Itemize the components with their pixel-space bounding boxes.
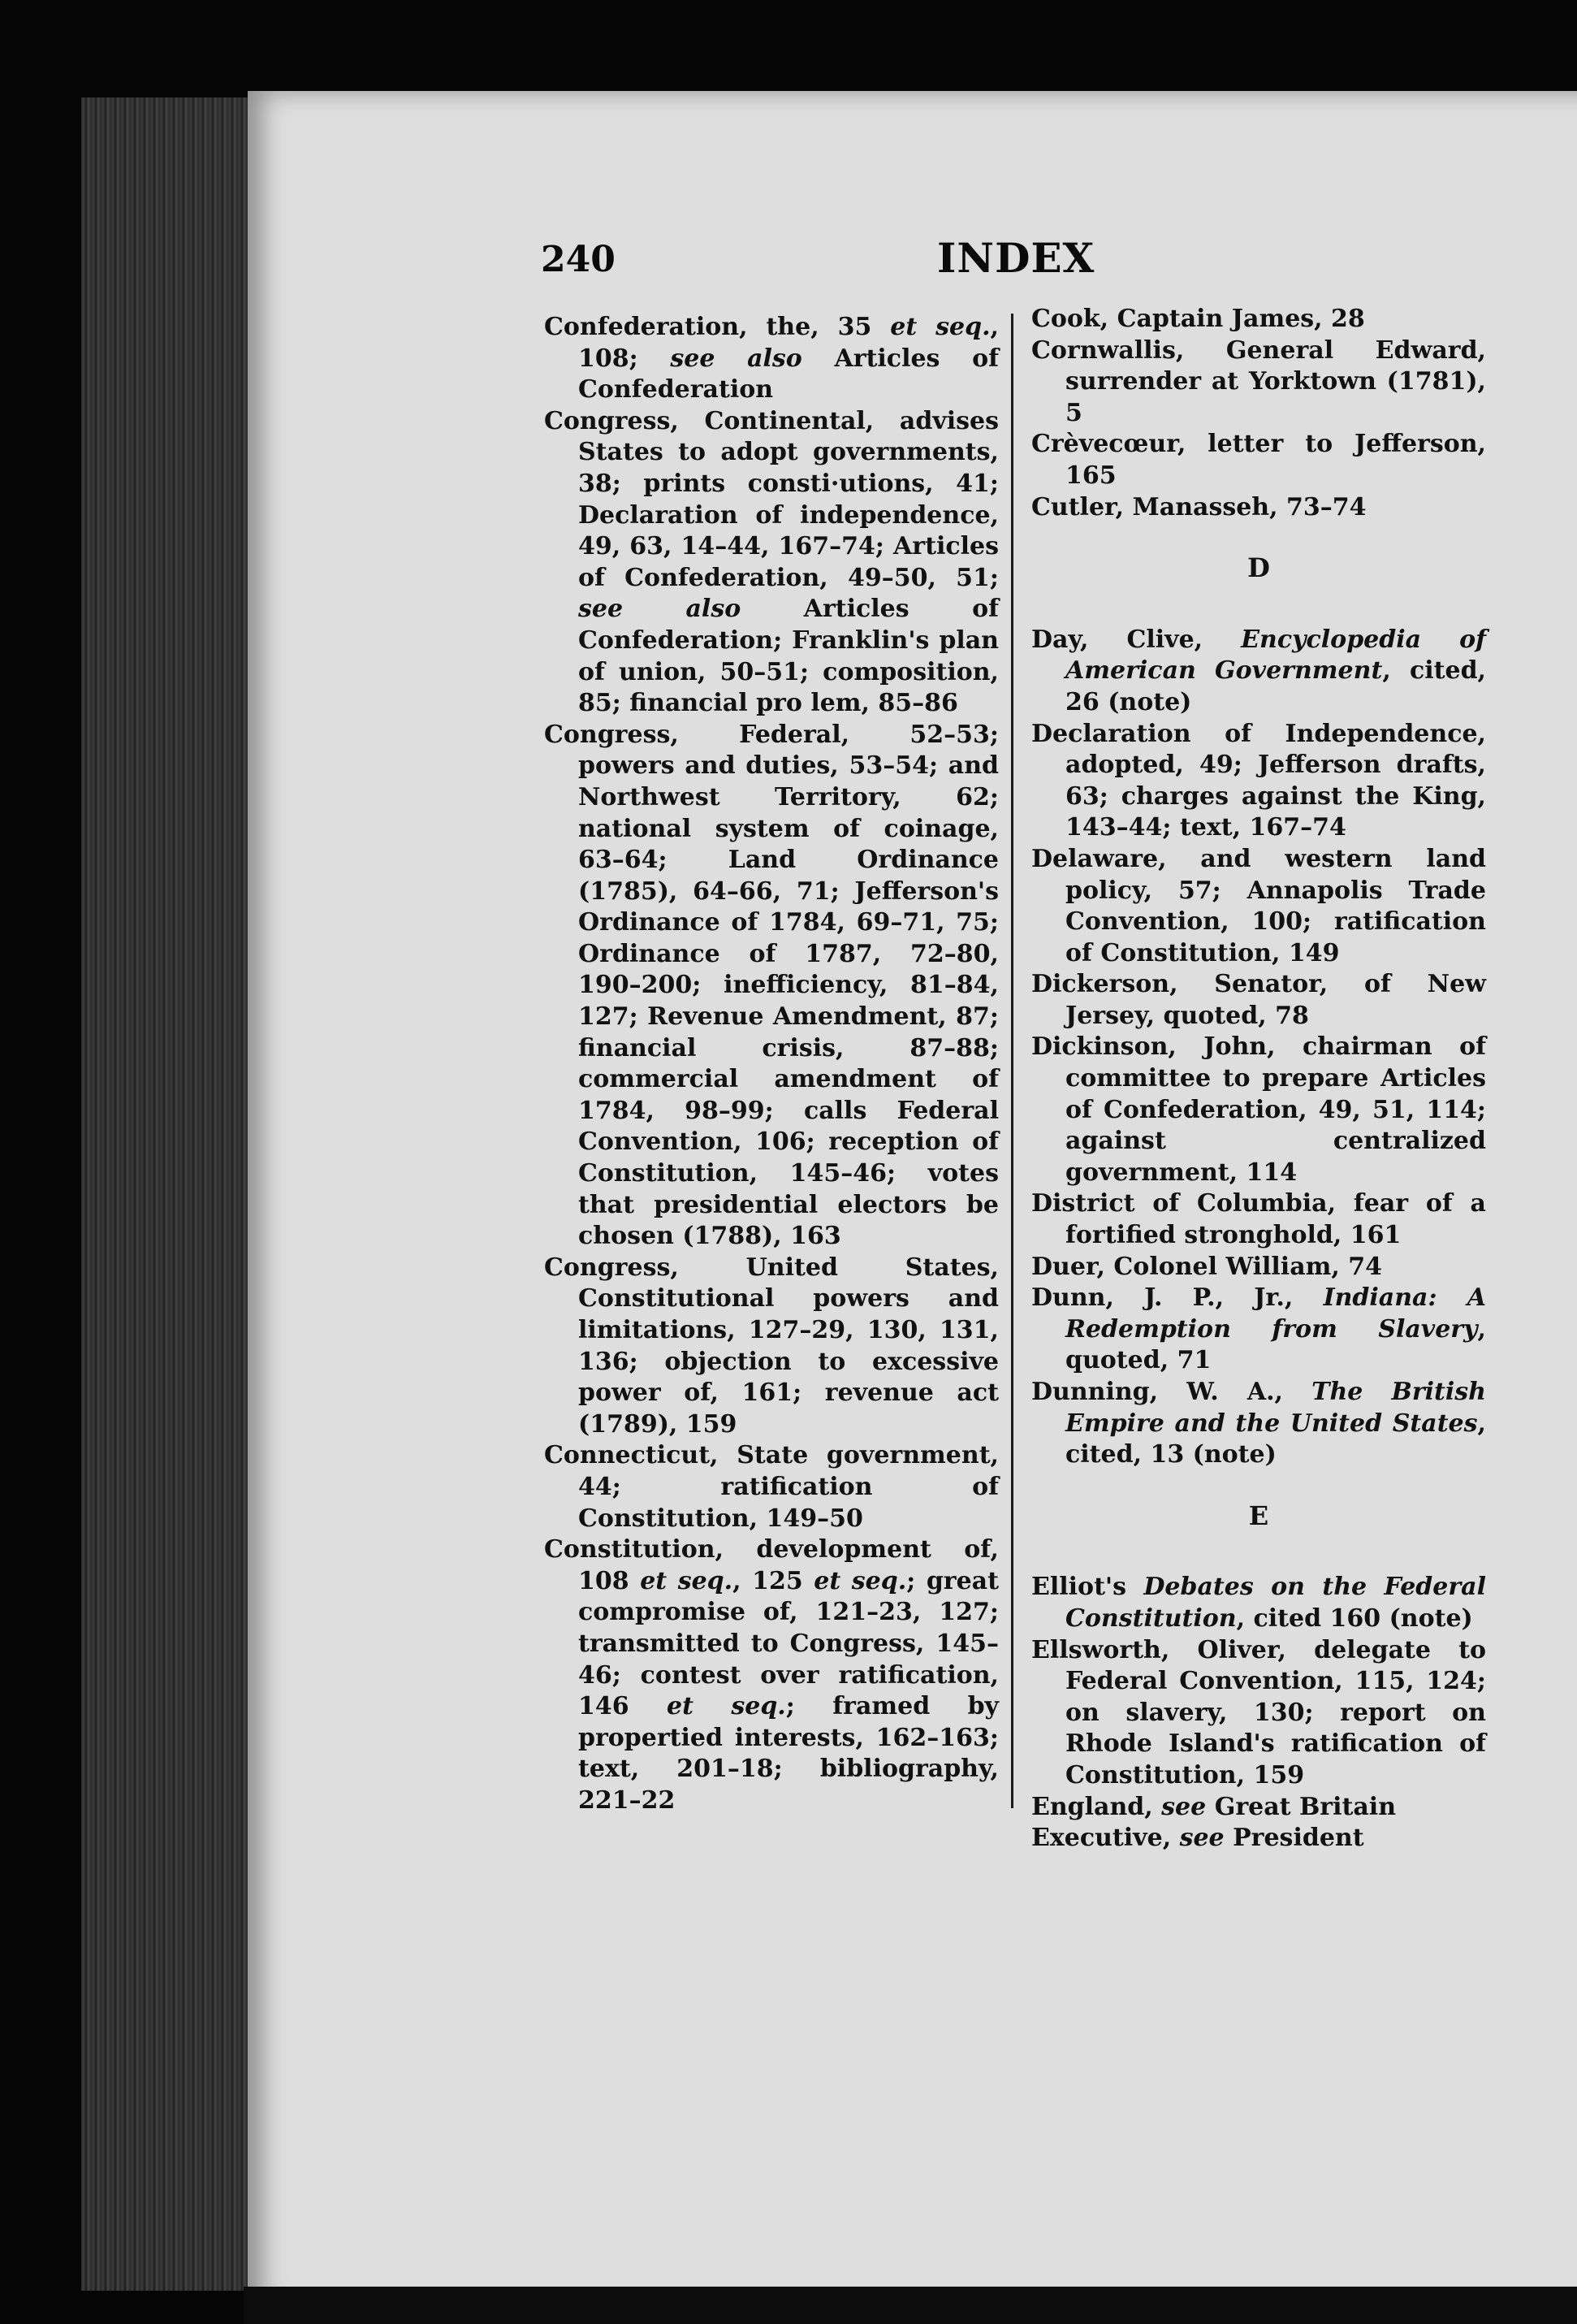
index-entry-congress-federal: Congress, Federal, 52–53; powers and duties, 53–54; and Northwest Territory, 62; national system of coinage, 63–64; Land Ordinance (1785), 64–66, 71; Jefferson's Ordinance of 1784, 69–71, 75; Ordinance of 1787, 72–80, 190–200; inefficiency, 81–84, 127; Revenue Amendment, 87; financial crisis, 87–88; commercial amendment of 1784, 98–99; calls Federal Convention, 106; reception of Constitution, 145–46; votes that presidential electors be chosen (1788), 163 — [544, 720, 999, 1251]
index-entry-congress-continental: Congress, Continental, advises States to adopt governments, 38; prints consti·utions, 41; Declaration of independence, 49, 63, 14–44, 167–74; Articles of Confederation, 49–50, 51; see also Articles of Confederation; Franklin's plan of union, 50–51; composition, 85; financial pro lem, 85–86 — [544, 406, 999, 718]
index-entry-confederation: Confederation, the, 35 et seq., 108; see also Articles of Confederation — [544, 313, 1000, 405]
index-entry-elliot: Elliot's Debates on the Federal Constitution, cited 160 (note) — [1031, 1573, 1486, 1633]
page-title: INDEX — [937, 234, 1095, 282]
scan-bottom-edge — [244, 2287, 1577, 2324]
index-entry-dickerson: Dickerson, Senator, of New Jersey, quoted, 78 — [1031, 970, 1486, 1030]
index-entry-delaware: Delaware, and western land policy, 57; Annapolis Trade Convention, 100; ratification of Constitution, 149 — [1031, 844, 1486, 967]
index-column-left — [544, 312, 999, 1817]
index-entry-day: Day, Clive, Encyclopedia of American Government, cited, 26 (note) — [1031, 625, 1486, 716]
page-number: 240 — [541, 239, 616, 280]
index-entry-connecticut: Connecticut, State government, 44; ratification of Constitution, 149–50 — [544, 1441, 999, 1533]
index-entry-ellsworth: Ellsworth, Oliver, delegate to Federal Convention, 115, 124; on slavery, 130; report on Rhode Island's ratification of Constitution, 159 — [1031, 1635, 1486, 1790]
book-spine — [81, 97, 268, 2291]
index-entry-declaration: Declaration of Independence, adopted, 49; Jefferson drafts, 63; charges against the King, 143–44; text, 167–74 — [1031, 719, 1486, 842]
section-d — [1031, 625, 1486, 1471]
index-entry-district-of-columbia: District of Columbia, fear of a fortified stronghold, 161 — [1031, 1189, 1486, 1250]
index-entry-congress-united-states: Congress, United States, Constitutional powers and limitations, 127–29, 130, 131, 136; objection to excessive power of, 161; revenue act (1789), 159 — [544, 1253, 999, 1439]
index-entry-dunning: Dunning, W. A., The British Empire and the United States, cited, 13 (note) — [1031, 1378, 1486, 1469]
index-entry-cook: Cook, Captain James, 28 — [1031, 305, 1365, 333]
index-entry-crevecoeur: Crèvecœur, letter to Jefferson, 165 — [1031, 430, 1486, 490]
index-entry-duer: Duer, Colonel William, 74 — [1031, 1252, 1383, 1281]
index-entry-cornwallis: Cornwallis, General Edward, surrender at Yorktown (1781), 5 — [1031, 335, 1486, 427]
index-entry-dickinson: Dickinson, John, chairman of committee to prepare Articles of Confederation, 49, 51, 114; against centralized government, 114 — [1031, 1032, 1486, 1187]
index-entry-england: England, see Great Britain — [1031, 1792, 1397, 1821]
section-letter-d: D — [1247, 552, 1270, 584]
index-entry-constitution: Constitution, development of, 108 et seq., 125 et seq.; great compromise of, 121–23, 127; transmitted to Congress, 145–46; contest over ratification, 146 et seq.; framed by propertied interests, 162–163; text, 201–18; bibliography, 221–22 — [544, 1535, 999, 1815]
column-divider — [1011, 314, 1013, 1808]
section-letter-e: E — [1248, 1500, 1269, 1531]
index-entry-dunn: Dunn, J. P., Jr., Indiana: A Redemption from Slavery, quoted, 71 — [1031, 1283, 1487, 1375]
index-column-right — [1031, 304, 1486, 1854]
section-e — [1031, 1572, 1486, 1854]
index-entry-cutler: Cutler, Manasseh, 73–74 — [1031, 492, 1367, 521]
index-entry-executive: Executive, see President — [1031, 1824, 1364, 1853]
section-c-continued — [1031, 304, 1486, 523]
